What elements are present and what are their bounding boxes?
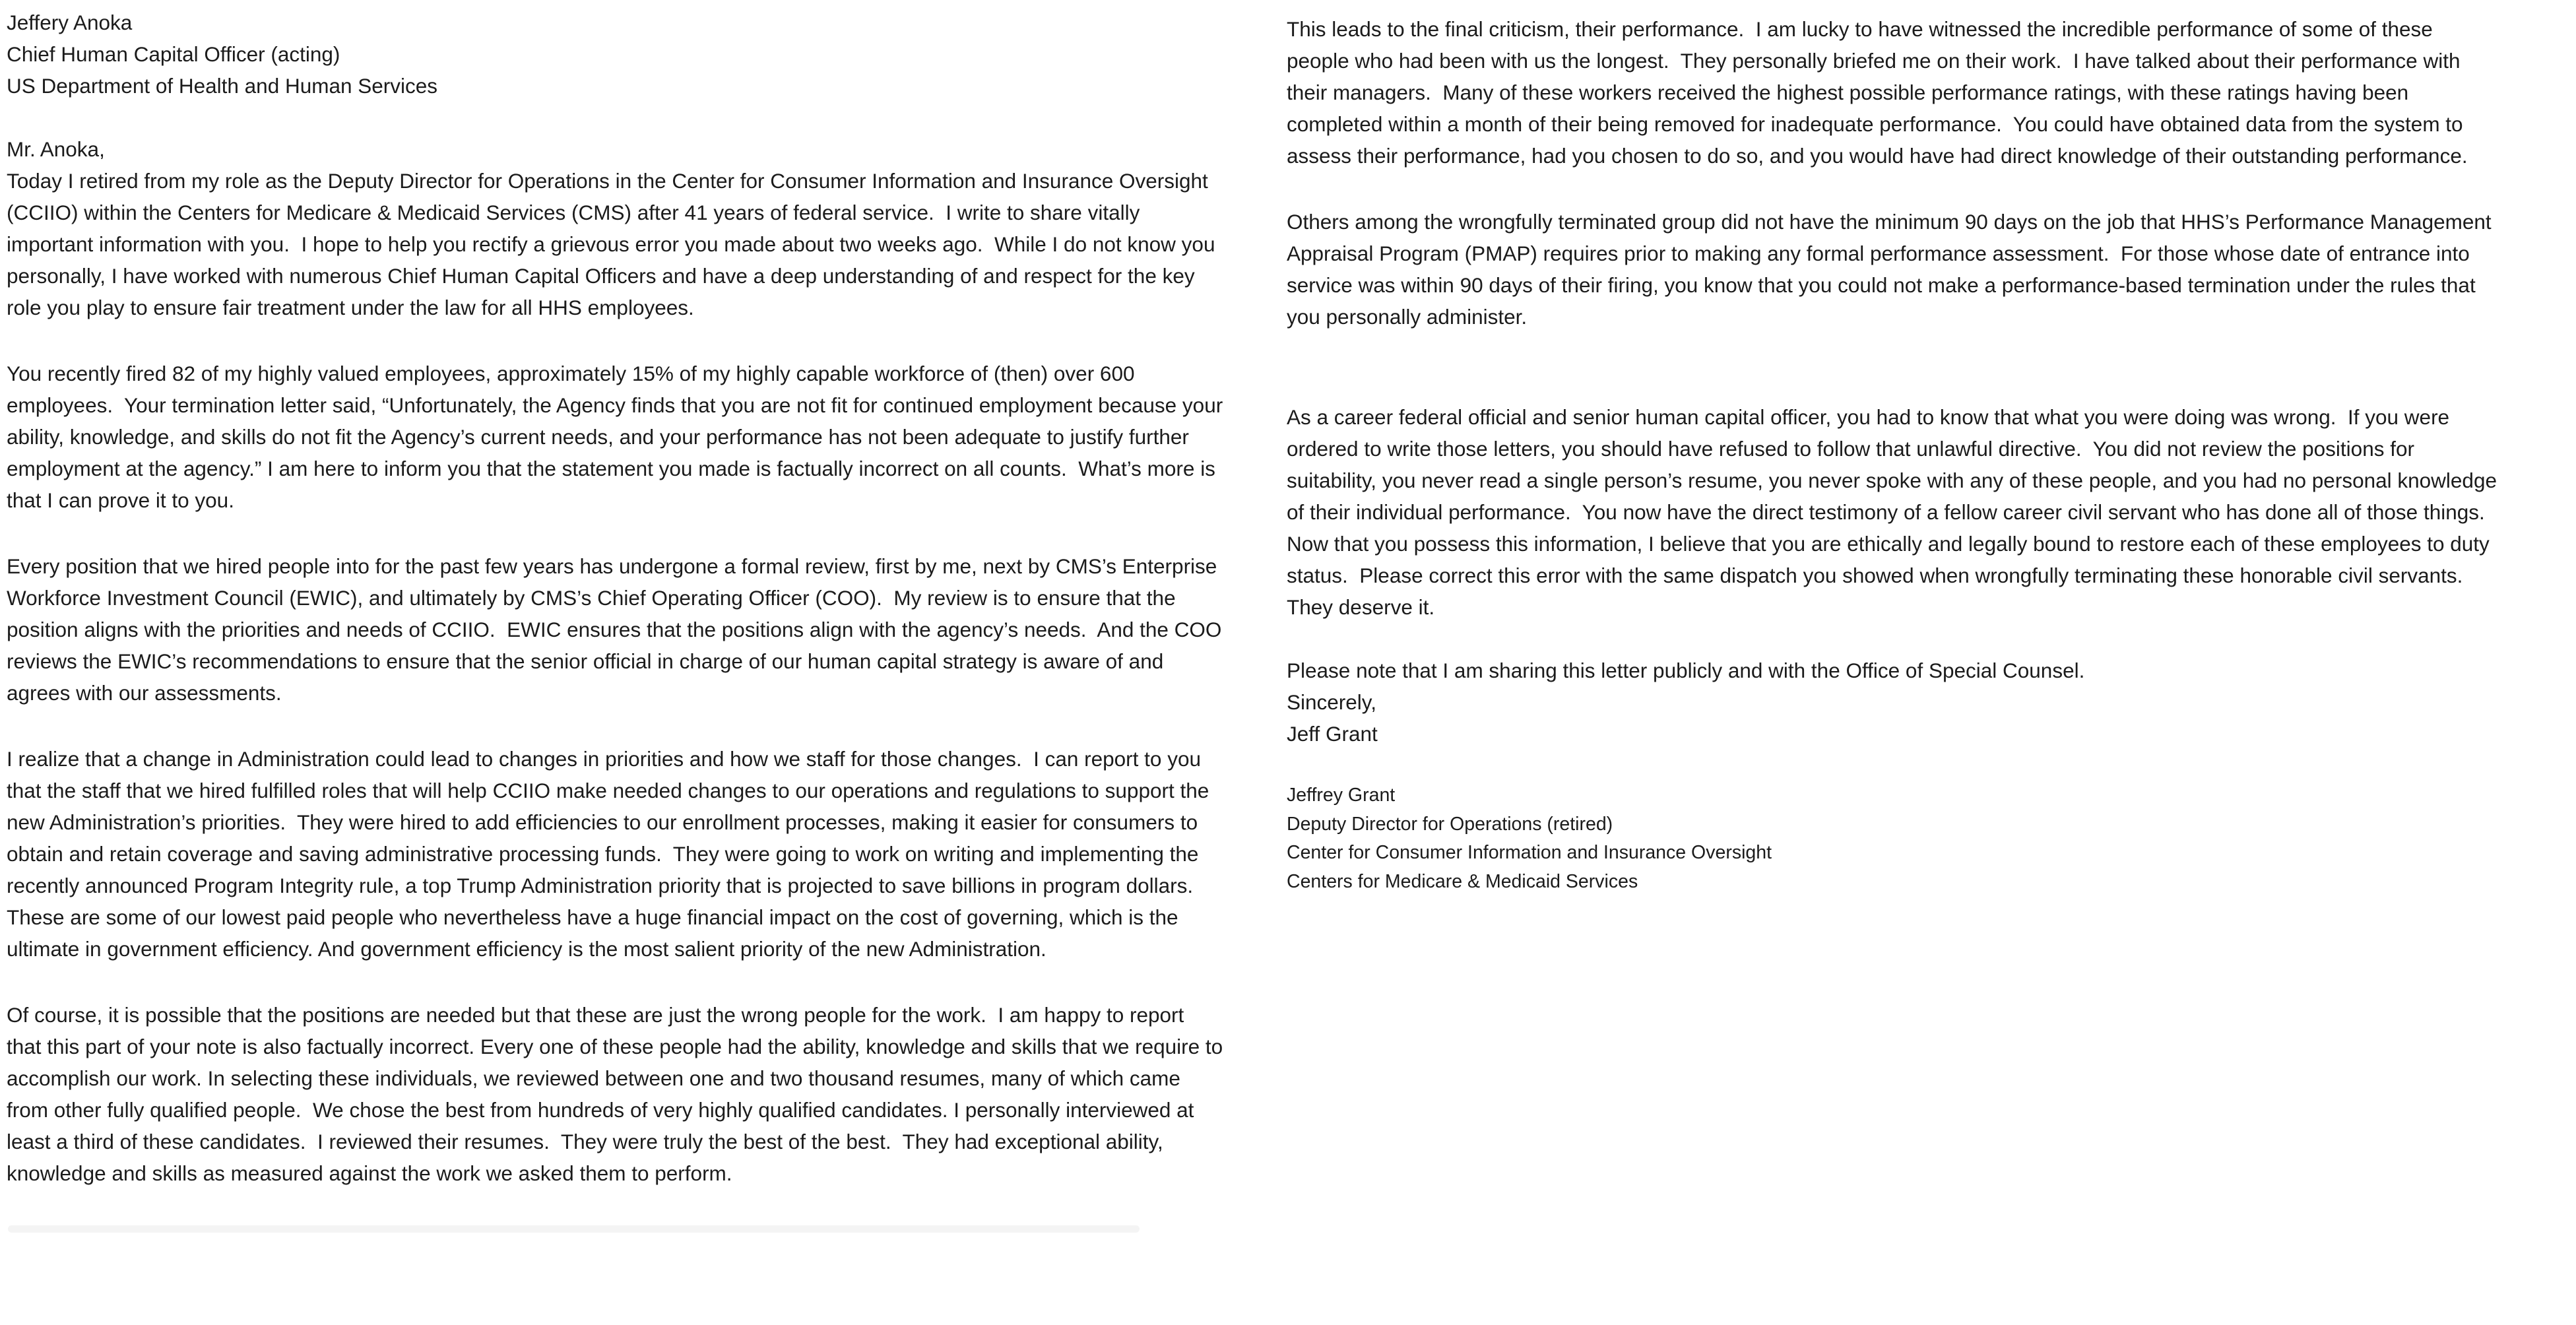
signature-name: Jeffrey Grant	[1287, 785, 1396, 806]
paragraph-retirement-intro: Today I retired from my role as the Deputy Director for Operations in the Center for Consumer Information and Insurance Oversight (CCIIO) within the Centers for Medicare & Medicaid Services (CMS) after 41 years of federal service. I write to share vitally important information with you. I hope to help you rectify a grievous error you made about two weeks ago. While I do not know you personally, I have worked with numerous Chief Human Capital Officers and have a deep understanding of and respect for the key role you play to ensure fair treatment under the law for all HHS employees.	[7, 169, 1221, 319]
salutation: Mr. Anoka,	[7, 137, 105, 161]
closing-sincerely: Sincerely,	[1287, 690, 1376, 714]
paragraph-firings: You recently fired 82 of my highly valued employees, approximately 15% of my highly capable workforce of (then) over 600 employees. Your termination letter said, “Unfortunately, the Agency finds that you are not fit for continued employment because your ability, knowledge, and skills do not fit the Agency’s current needs, and your performance has not been adequate to justify further employment at the agency.” I am here to inform you that the statement you made is factually incorrect on all counts. What’s more is that I can prove it to you.	[7, 362, 1229, 512]
letter-left-column	[7, 0, 1229, 1189]
paragraph-candidate-quality: Of course, it is possible that the positions are needed but that these are just the wrong people for the work. I am happy to report that this part of your note is also factually incorrect. Every one of these people had the ability, knowledge and skills that we require to accomplish our work. In selecting these individuals, we reviewed between one and two thousand resumes, many of which came from other fully qualified people. We chose the best from hundreds of very highly qualified candidates. I personally interviewed at least a third of these candidates. I reviewed their resumes. They were truly the best of the best. They had exceptional ability, knowledge and skills as measured against the work we asked them to perform.	[7, 1003, 1229, 1185]
closing-signature-name: Jeff Grant	[1287, 722, 1378, 746]
signature-title: Deputy Director for Operations (retired)	[1287, 813, 1613, 835]
signature-block	[1287, 781, 2497, 896]
paragraph-pmap-90-days: Others among the wrongfully terminated group did not have the minimum 90 days on the job that HHS’s Performance Management Appraisal Program (PMAP) requires prior to making any formal performance assessment. For those whose date of entrance into service was within 90 days of their firing, you know that you could not make a performance-based termination under the rules that you personally administer.	[1287, 210, 2496, 329]
highlight-artifact	[8, 1225, 1140, 1233]
recipient-title: Chief Human Capital Officer (acting)	[7, 42, 340, 66]
signature-center: Center for Consumer Information and Insurance Oversight	[1287, 842, 1772, 863]
closing-block	[1287, 655, 2497, 750]
paragraph-performance: This leads to the final criticism, their performance. I am lucky to have witnessed the incredible performance of some of these people who had been with us the longest. They personally briefed me on their work. I have talked about their performance with their managers. Many of these workers received the highest possible performance ratings, with these ratings having been completed within a month of their being removed for inadequate performance. You could have obtained data from the system to assess their performance, had you chosen to do so, and you would have had direct knowledge of their outstanding performance.	[1287, 17, 2469, 168]
recipient-name: Jeffery Anoka	[7, 11, 133, 34]
paragraph-accountability: As a career federal official and senior human capital officer, you had to know that what you were doing was wrong. If you were ordered to write those letters, you should have refused to follow that unlawful directive. You did not review the positions for suitability, you never read a single person’s resume, you never spoke with any of these people, and you had no personal knowledge of their individual performance. You now have the direct testimony of a fellow career civil servant who has done all of those things. Now that you possess this information, I believe that you are ethically and legally bound to restore each of these employees to duty status. Please correct this error with the same dispatch you showed when wrongfully terminating these honorable civil servants. They deserve it.	[1287, 405, 2503, 619]
paragraph-administration-priorities: I realize that a change in Administration could lead to changes in priorities and how we staff for those changes. I can report to you that the staff that we hired fulfilled roles that will help CCIIO make needed changes to our operations and regulations to support the new Administration’s priorities. They were hired to add efficiencies to our enrollment processes, making it easier for consumers to obtain and retain coverage and saving administrative processing funds. They were going to work on writing and implementing the recently announced Program Integrity rule, a top Trump Administration priority that is projected to save billions in program dollars. These are some of our lowest paid people who nevertheless have a huge financial impact on the cost of governing, which is the ultimate in government efficiency. And government efficiency is the most salient priority of the new Administration.	[7, 747, 1215, 961]
recipient-block	[7, 7, 1224, 102]
recipient-org: US Department of Health and Human Services	[7, 74, 438, 98]
paragraph-position-review: Every position that we hired people into for the past few years has undergone a formal review, first by me, next by CMS’s Enterprise Workforce Investment Council (EWIC), and ultimately by CMS’s Chief Operating Officer (COO). My review is to ensure that the position aligns with the priorities and needs of CCIIO. EWIC ensures that the positions align with the agency’s needs. And the COO reviews the EWIC’s recommendations to ensure that the senior official in charge of our human capital strategy is aware of and agrees with our assessments.	[7, 554, 1228, 705]
signature-agency: Centers for Medicare & Medicaid Services	[1287, 870, 1638, 892]
closing-public-note: Please note that I am sharing this letter publicly and with the Office of Special Counsel.	[1287, 659, 2085, 682]
letter-right-column	[1287, 0, 2503, 896]
